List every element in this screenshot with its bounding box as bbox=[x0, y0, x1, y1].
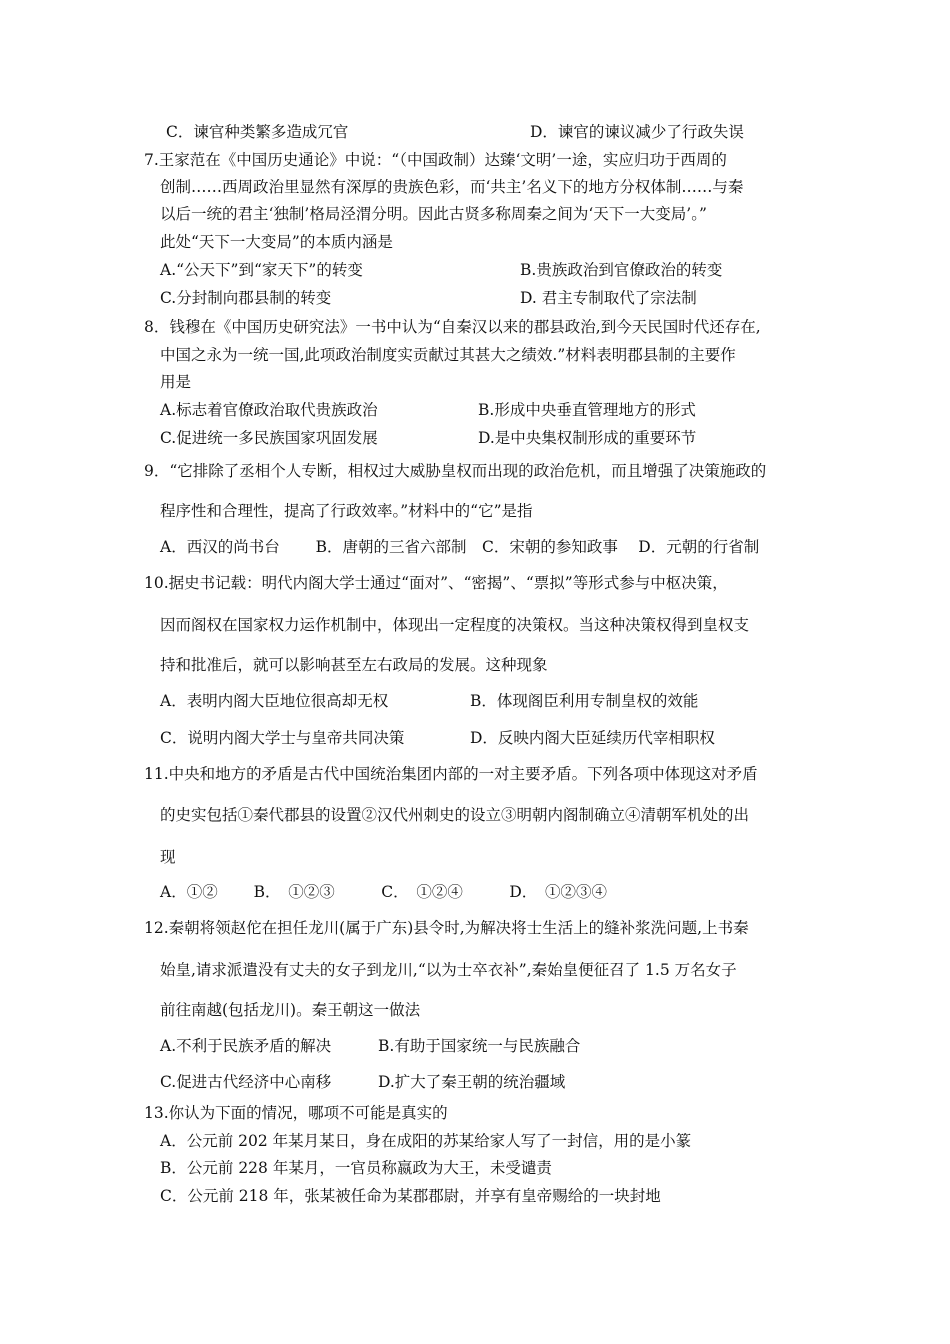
q8-option-c: C.促进统一多民族国家巩固发展 bbox=[160, 429, 378, 447]
q13-option-b: B．公元前 228 年某月，一官员称嬴政为大王，未受谴责 bbox=[160, 1159, 552, 1177]
q8-stem-line-3: 用是 bbox=[160, 373, 192, 391]
q7-stem-line-1: 7.王家范在《中国历史通论》中说：“（中国政制）达臻‘文明’一途，实应归功于西周的 bbox=[144, 151, 727, 169]
q12-option-a: A.不利于民族矛盾的解决 bbox=[160, 1037, 332, 1055]
q9-stem-line-1: 9．“它排除了丞相个人专断，相权过大威胁皇权而出现的政治危机，而且增强了决策施政的 bbox=[144, 462, 767, 480]
q7-stem-line-3: 以后一统的君主‘独制’格局泾渭分明。因此古贤多称周秦之间为‘天下一大变局’。” bbox=[160, 205, 707, 223]
q7-option-d: D. 君主专制取代了宗法制 bbox=[520, 289, 697, 307]
q7-stem-line-4: 此处“天下一大变局”的本质内涵是 bbox=[160, 233, 393, 251]
q12-option-d: D.扩大了秦王朝的统治疆域 bbox=[378, 1073, 566, 1091]
q7-option-b: B.贵族政治到官僚政治的转变 bbox=[520, 261, 723, 279]
q8-option-d: D.是中央集权制形成的重要环节 bbox=[478, 429, 697, 447]
q13-option-c: C．公元前 218 年，张某被任命为某郡郡尉，并享有皇帝赐给的一块封地 bbox=[160, 1187, 661, 1205]
q7-option-a: A.“公天下”到“家天下”的转变 bbox=[160, 261, 363, 279]
q12-stem-line-2: 始皇,请求派遣没有丈夫的女子到龙川,“以为士卒衣补”,秦始皇便征召了 1.5 万名女子 bbox=[160, 961, 737, 979]
q12-option-c: C.促进古代经济中心南移 bbox=[160, 1073, 332, 1091]
q10-stem-line-2: 因而阁权在国家权力运作机制中，体现出一定程度的决策权。当这种决策权得到皇权支 bbox=[160, 616, 750, 634]
q11-options: A．①② B． ①②③ C． ①②④ D． ①②③④ bbox=[160, 883, 608, 901]
q11-stem-line-2: 的史实包括①秦代郡县的设置②汉代州刺史的设立③明朝内阁制确立④清朝军机处的出 bbox=[160, 806, 750, 824]
q10-option-a: A．表明内阁大臣地位很高却无权 bbox=[160, 692, 389, 710]
q10-option-b: B．体现阁臣利用专制皇权的效能 bbox=[470, 692, 699, 710]
q8-stem-line-2: 中国之永为一统一国,此项政治制度实贡献过其甚大之绩效.”材料表明郡县制的主要作 bbox=[160, 346, 736, 364]
q6-option-d: D．谏官的谏议减少了行政失误 bbox=[530, 123, 744, 141]
q9-stem-line-2: 程序性和合理性，提高了行政效率。”材料中的“它”是指 bbox=[160, 502, 533, 520]
q7-option-c: C.分封制向郡县制的转变 bbox=[160, 289, 332, 307]
q13-stem-line-1: 13.你认为下面的情况，哪项不可能是真实的 bbox=[144, 1104, 448, 1122]
q8-option-a: A.标志着官僚政治取代贵族政治 bbox=[160, 401, 378, 419]
q8-stem-line-1: 8．钱穆在《中国历史研究法》一书中认为“自秦汉以来的郡县政治,到今天民国时代还存在, bbox=[144, 318, 761, 336]
q13-option-a: A．公元前 202 年某月某日，身在成阳的苏某给家人写了一封信，用的是小篆 bbox=[160, 1132, 692, 1150]
q12-stem-line-3: 前往南越(包括龙川)。秦王朝这一做法 bbox=[160, 1001, 421, 1019]
q12-option-b: B.有助于国家统一与民族融合 bbox=[378, 1037, 581, 1055]
q6-option-c: C．谏官种类繁多造成冗官 bbox=[166, 123, 349, 141]
q11-stem-line-3: 现 bbox=[160, 848, 176, 866]
q12-stem-line-1: 12.秦朝将领赵佗在担任龙川(属于广东)县令时,为解决将士生活上的缝补浆洗问题,上书秦 bbox=[144, 919, 749, 937]
q11-stem-line-1: 11.中央和地方的矛盾是古代中国统治集团内部的一对主要矛盾。下列各项中体现这对矛盾 bbox=[144, 765, 758, 783]
q10-stem-line-3: 持和批准后，就可以影响甚至左右政局的发展。这种现象 bbox=[160, 656, 548, 674]
q10-stem-line-1: 10.据史书记载：明代内阁大学士通过“面对”、“密揭”、“票拟”等形式参与中枢决策， bbox=[144, 574, 728, 592]
q7-stem-line-2: 创制……西周政治里显然有深厚的贵族色彩，而‘共主’名义下的地方分权体制……与秦 bbox=[160, 178, 744, 196]
q10-option-d: D．反映内阁大臣延续历代宰相职权 bbox=[470, 729, 715, 747]
q9-options: A．西汉的尚书台 B．唐朝的三省六部制 C．宋朝的参知政事 D．元朝的行省制 bbox=[160, 538, 760, 556]
q10-option-c: C．说明内阁大学士与皇帝共同决策 bbox=[160, 729, 405, 747]
q8-option-b: B.形成中央垂直管理地方的形式 bbox=[478, 401, 696, 419]
